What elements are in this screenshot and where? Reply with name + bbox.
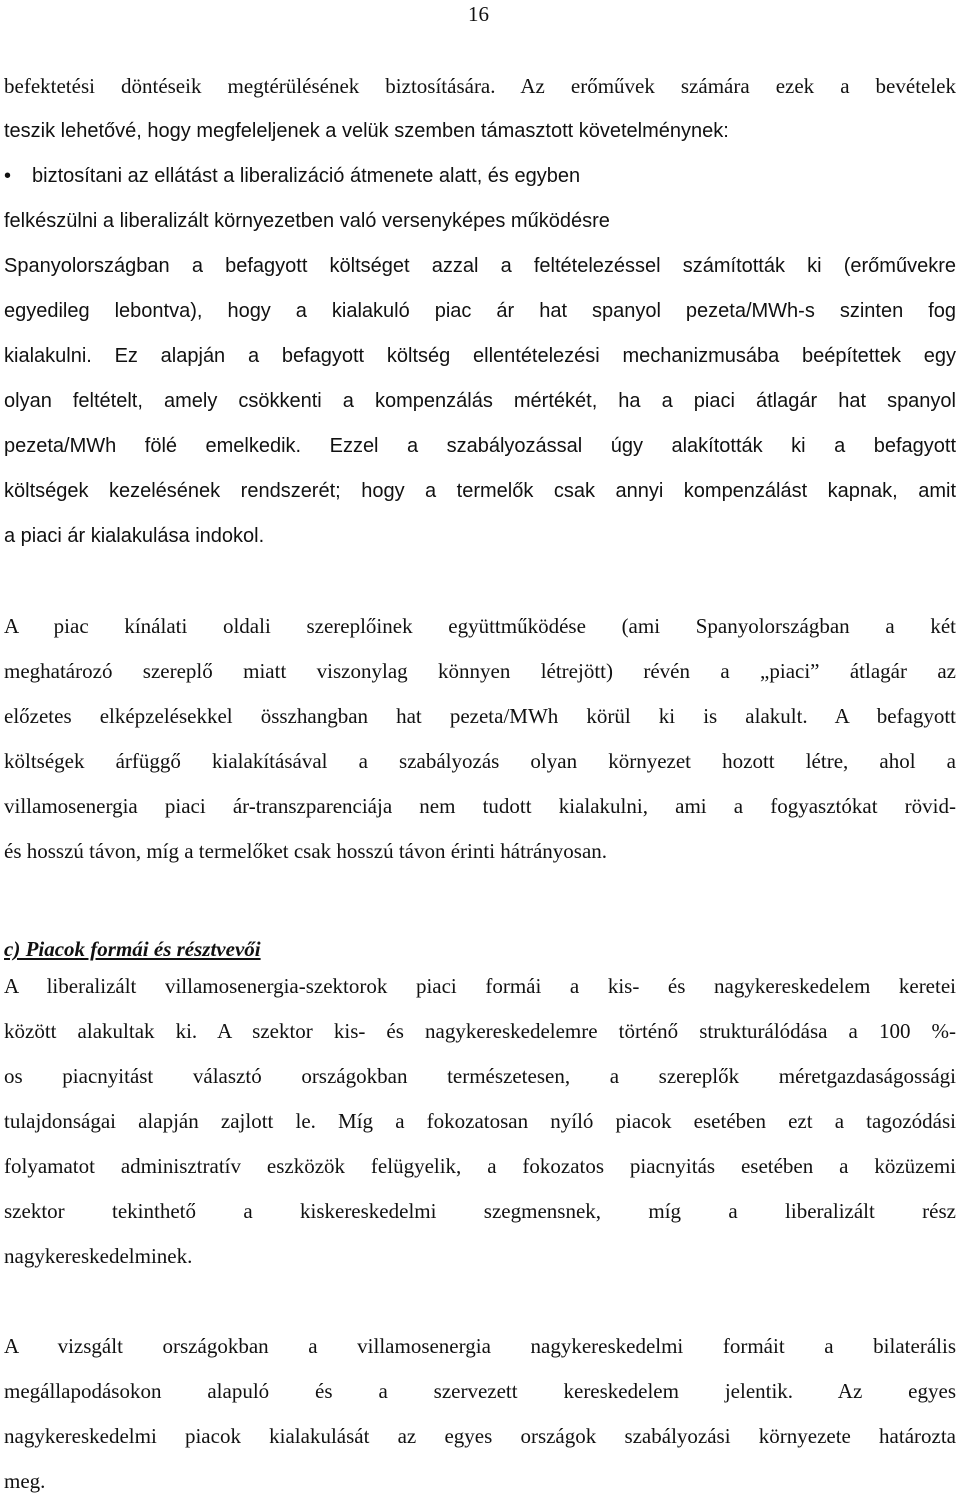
text-line: a piaci ár kialakulása indokol.: [4, 525, 265, 547]
text-line: nagykereskedelminek.: [4, 1244, 193, 1268]
paragraph-intro: [4, 64, 956, 244]
text-line: költségek kezelésének rendszerét; hogy a termelők csak annyi kompenzálást kapnak, amit: [4, 480, 956, 502]
section-heading: c) Piacok formái és résztvevői: [4, 937, 261, 961]
paragraph-wholesale: [4, 1324, 956, 1504]
section-c: [4, 934, 956, 1279]
bullet-icon: •: [4, 165, 12, 187]
text-line: egyedileg lebontva), hogy a kialakuló piac ár hat spanyol pezeta/MWh-s szinten fog: [4, 300, 956, 322]
text-line: olyan feltételt, amely csökkenti a kompenzálás mértékét, ha a piaci átlagár hat spanyol: [4, 390, 956, 412]
bullet-text: biztosítani az ellátást a liberalizáció átmenete alatt, és egyben: [32, 165, 581, 187]
paragraph-gap: [4, 874, 956, 934]
text-line: A liberalizált villamosenergia-szektorok piaci formái a kis- és nagykereskedelem keretei: [4, 974, 956, 998]
page-number: 16: [468, 2, 489, 26]
text-line: meg.: [4, 1469, 46, 1493]
text-line: nagykereskedelmi piacok kialakulását az egyes országok szabályozási környezete határozta: [4, 1424, 956, 1448]
text-line: A piac kínálati oldali szereplőinek együttműködése (ami Spanyolországban a két: [4, 614, 956, 638]
text-line: os piacnyitást választó országokban természetesen, a szereplők méretgazdaságossági: [4, 1064, 956, 1088]
paragraph-market: [4, 604, 956, 874]
text-line: Spanyolországban a befagyott költséget azzal a feltételezéssel számították ki (erőművekre: [4, 255, 956, 277]
text-line: befektetési döntéseik megtérülésének biztosítására. Az erőművek számára ezek a bevételek: [4, 74, 956, 98]
text-line: költségek árfüggő kialakításával a szabályozás olyan környezet hozott létre, ahol a: [4, 749, 956, 773]
text-line: tulajdonságai alapján zajlott le. Míg a fokozatosan nyíló piacok esetében ezt a tagozódási: [4, 1109, 956, 1133]
paragraph-spain: [4, 244, 956, 559]
text-line: előzetes elképzelésekkel összhangban hat pezeta/MWh körül ki is alakult. A befagyott: [4, 704, 956, 728]
text-line: villamosenergia piaci ár-transzparenciája nem tudott kialakulni, ami a fogyasztókat rövid-: [4, 794, 956, 818]
text-line: és hosszú távon, míg a termelőket csak hosszú távon érinti hátrányosan.: [4, 839, 608, 863]
text-line: felkészülni a liberalizált környezetben való versenyképes működésre: [4, 210, 610, 232]
text-line: között alakultak ki. A szektor kis- és nagykereskedelemre történő strukturálódása a 100 %-: [4, 1019, 956, 1043]
text-line: kialakulni. Ez alapján a befagyott költség ellentételezési mechanizmusába beépítettek egy: [4, 345, 956, 367]
document-body: [4, 64, 956, 1504]
text-line: teszik lehetővé, hogy megfeleljenek a velük szemben támasztott követelménynek:: [4, 120, 729, 142]
text-line: pezeta/MWh fölé emelkedik. Ezzel a szabályozással úgy alakították ki a befagyott: [4, 435, 956, 457]
paragraph-gap: [4, 1279, 956, 1324]
text-line: folyamatot adminisztratív eszközök felügyelik, a fokozatos piacnyitás esetében a közüzemi: [4, 1154, 956, 1178]
text-line: szektor tekinthető a kiskereskedelmi szegmensnek, míg a liberalizált rész: [4, 1199, 956, 1223]
text-line: megállapodásokon alapuló és a szervezett kereskedelem jelentik. Az egyes: [4, 1379, 956, 1403]
bullet-item: [4, 154, 956, 199]
paragraph-gap: [4, 559, 956, 604]
text-line: A vizsgált országokban a villamosenergia nagykereskedelmi formáit a bilaterális: [4, 1334, 956, 1358]
text-line: meghatározó szereplő miatt viszonylag könnyen létrejött) révén a „piaci” átlagár az: [4, 659, 956, 683]
